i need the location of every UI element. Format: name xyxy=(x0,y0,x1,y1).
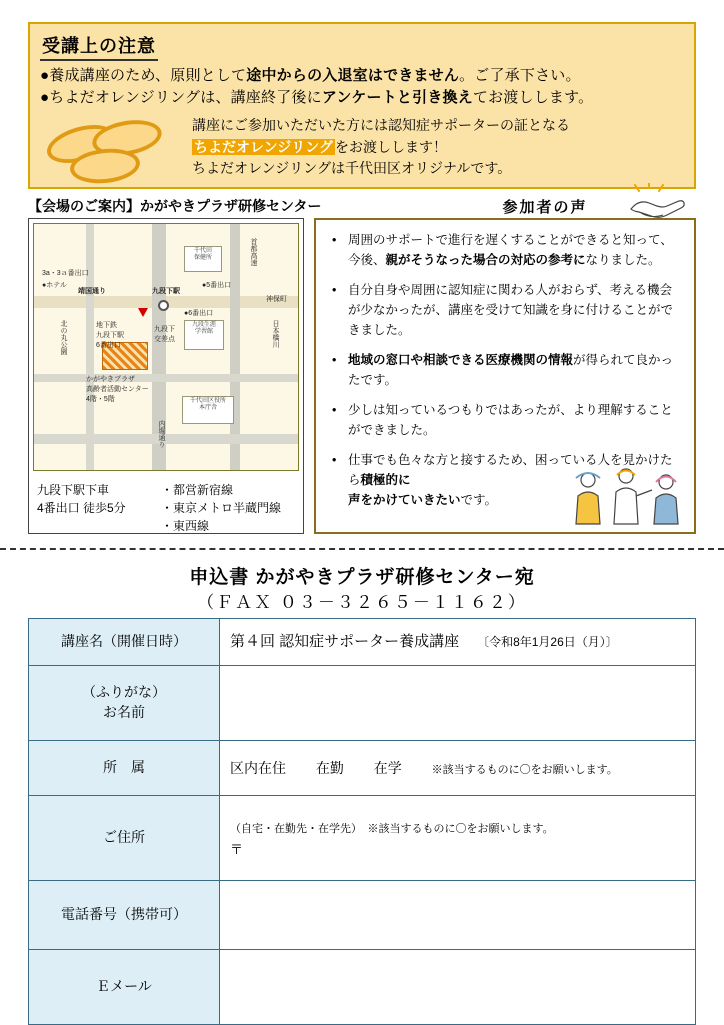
affiliation-note: ※該当するものに〇をお願いします。 xyxy=(431,763,618,776)
form-input-address[interactable] xyxy=(220,796,696,881)
map-label-jimbocho: 神保町 xyxy=(266,296,287,303)
venue-heading: 【会場のご案内】かがやきプラザ研修センター xyxy=(28,198,322,214)
form-label-course: 講座名（開催日時） xyxy=(29,619,220,666)
form-input-name[interactable] xyxy=(220,666,696,741)
map-label-kudanshita-crossing: 九段下 交差点 xyxy=(154,326,175,343)
form-label-address: ご住所 xyxy=(29,796,220,881)
form-fax-number: （ＦＡＸ ０３－３２６５－１１６２） xyxy=(197,593,527,612)
form-label-phone: 電話番号（携帯可） xyxy=(29,881,220,950)
map-label-kitanomaru-park: 北の丸公園 xyxy=(60,320,67,355)
form-row-address xyxy=(29,796,696,881)
notice-line-2: ●ちよだオレンジリングは、講座終了後にアンケートと引き換えてお渡しします。 xyxy=(40,88,594,106)
map-label-nihonbashi-river: 日本橋川 xyxy=(272,320,279,348)
form-input-phone[interactable] xyxy=(220,881,696,950)
map-label-exit6: 地下鉄 九段下駅 6番出口 xyxy=(96,322,124,349)
affiliation-option-school[interactable]: 在学 xyxy=(373,759,402,776)
access-right-2: ・東京メトロ半蔵門線 xyxy=(161,501,282,515)
form-row-phone xyxy=(29,881,696,950)
form-row-affiliation xyxy=(29,741,696,796)
notice-line-1: ●養成講座のため、原則として途中からの入退室はできません。ご了承下さい。 xyxy=(40,67,581,84)
map-label-hotel: ●ホテル xyxy=(42,282,67,289)
postal-code-mark: 〒 xyxy=(230,841,244,857)
course-date-text: 〔令和8年1月26日（月）〕 xyxy=(477,634,618,649)
access-right-3: ・東西線 xyxy=(161,519,210,533)
map-label-road-name: 内堀通り xyxy=(158,420,165,448)
map-label-exit6b: ●6番出口 xyxy=(184,310,214,317)
participant-voices-box xyxy=(314,218,696,534)
venue-map-box xyxy=(28,218,304,534)
voice-item-5: • 仕事でも色々な方と接するため、困っている人を見かけたら積極的に 声をかけていきたいです。 xyxy=(340,450,682,510)
map-label-venue: かがやきプラザ 高齢者活動センター 4階・5階 xyxy=(86,376,149,403)
form-row-email xyxy=(29,950,696,1025)
form-value-course xyxy=(220,619,696,666)
hands-illustration xyxy=(625,183,687,223)
form-input-affiliation[interactable] xyxy=(220,741,696,796)
course-name-text: 第４回 認知症サポーター養成講座 xyxy=(230,632,460,650)
map-block-shogai: 九段生涯 学習館 xyxy=(184,320,224,350)
form-label-affiliation: 所 属 xyxy=(29,741,220,796)
map-road-river xyxy=(34,434,299,444)
voice-item-3: • 地域の窓口や相談できる医療機関の情報が得られて良かったです。 xyxy=(340,350,682,390)
access-left-1: 九段下駅下車 xyxy=(37,483,110,497)
map-label-exit5: ●5番出口 xyxy=(202,282,232,289)
notice-inner-text xyxy=(188,115,684,180)
cut-line-divider xyxy=(0,548,724,550)
access-left-2: 4番出口 徒歩5分 xyxy=(37,501,126,515)
map-road-horizontal-lower xyxy=(34,374,299,382)
form-label-name: （ふりがな） お名前 xyxy=(29,666,220,741)
map-label-kudanshita-sta: 九段下駅 xyxy=(152,288,180,295)
address-note: （自宅・在勤先・在学先） ※該当するものに〇をお願いします。 xyxy=(230,822,554,835)
voice-item-2: • 自分自身や周囲に認知症に関わる人がおらず、考える機会が少なかったが、講座を受けて知識を身に付けることができました。 xyxy=(340,280,682,340)
notice-box xyxy=(28,22,696,189)
notice-inner-line-2 xyxy=(192,137,684,159)
map-canvas xyxy=(33,223,299,471)
voice-item-4: • 少しは知っているつもりではあったが、より理解することができました。 xyxy=(340,400,682,440)
notice-inner-line-2-post: をお渡しします！ xyxy=(335,138,448,155)
map-pin-venue xyxy=(138,308,148,317)
form-row-course xyxy=(29,619,696,666)
affiliation-option-work[interactable]: 在勤 xyxy=(315,759,344,776)
notice-inner-panel xyxy=(40,115,684,181)
form-row-name xyxy=(29,666,696,741)
application-form-table xyxy=(28,618,696,1025)
map-block-kuyakusho: 千代田区役所 本庁舎 xyxy=(182,396,234,424)
map-block-hokenjo: 千代田 保健所 xyxy=(184,246,222,272)
access-right-1: ・都営新宿線 xyxy=(161,483,234,497)
voices-heading: 参加者の声 xyxy=(502,199,588,216)
notice-inner-line-3: ちよだオレンジリングは千代田区オリジナルです。 xyxy=(192,160,512,177)
venue-access xyxy=(29,475,303,534)
form-title: 申込書 かがやきプラザ研修センター宛 xyxy=(189,567,535,588)
three-people-illustration xyxy=(568,466,688,528)
orange-ring-highlight: ちよだオレンジリング xyxy=(194,138,334,155)
form-label-email: Ｅメール xyxy=(29,950,220,1025)
voice-item-1: • 周囲のサポートで進行を遅くすることができると知って、今後、親がそうなった場合の対応の参考になりました。 xyxy=(340,230,682,270)
affiliation-option-resident[interactable]: 区内在住 xyxy=(230,759,286,776)
notice-title: 受講上の注意 xyxy=(40,32,158,61)
map-station-dot xyxy=(158,300,169,311)
map-label-yasukuni: 靖国通り xyxy=(78,288,106,295)
notice-inner-line-1: 講座にご参加いただいた方には認知症サポーターの証となる xyxy=(192,116,570,133)
map-label-expressway: 首都高速 xyxy=(250,238,257,266)
orange-ring-illustration xyxy=(40,115,188,181)
form-input-email[interactable] xyxy=(220,950,696,1025)
map-label-exit3a: 3a・3ａ番出口 xyxy=(42,270,89,277)
